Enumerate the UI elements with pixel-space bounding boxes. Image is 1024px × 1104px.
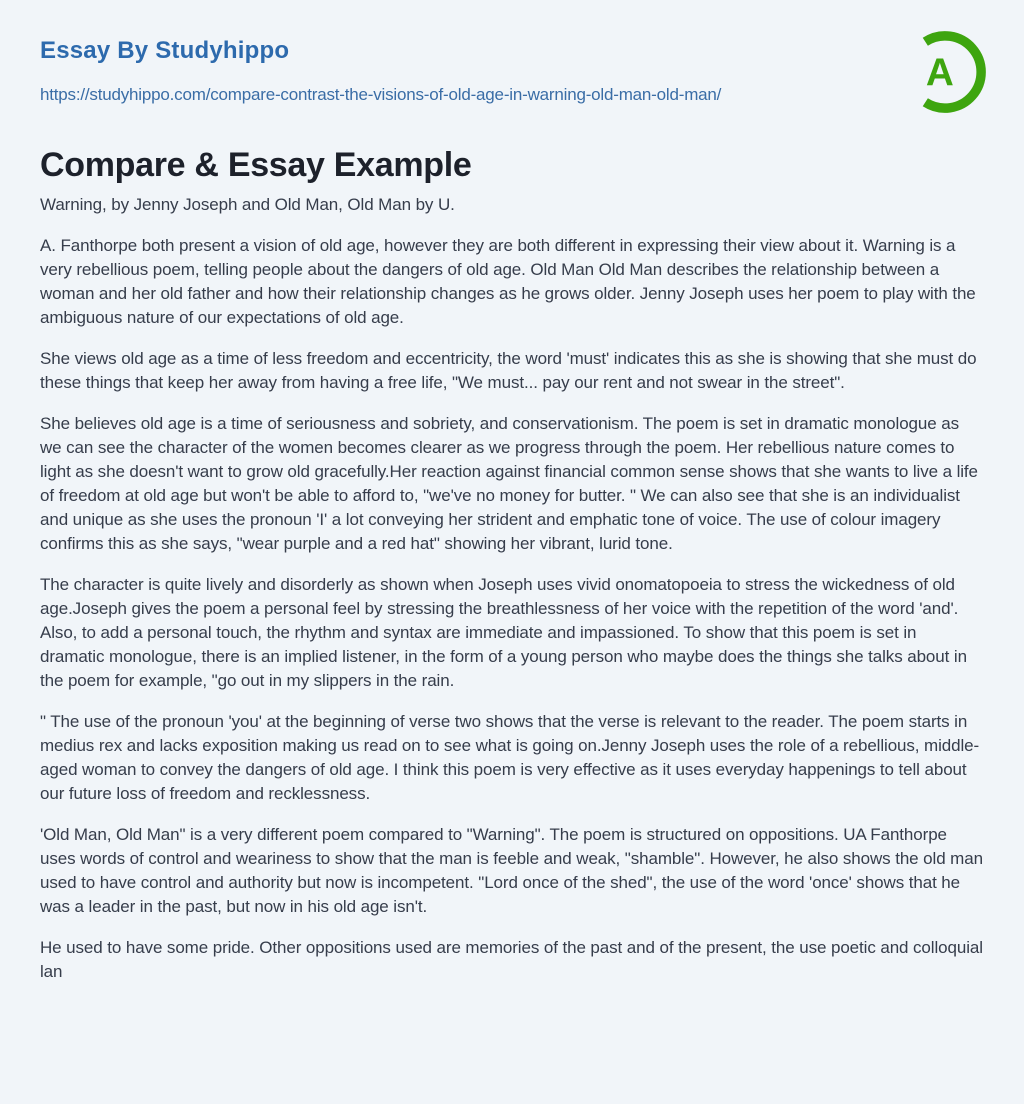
studyhippo-logo-icon <box>902 28 988 116</box>
essay-content <box>40 144 984 984</box>
site-title: Essay By Studyhippo <box>40 37 290 64</box>
source-url-link[interactable]: https://studyhippo.com/compare-contrast-the-visions-of-old-age-in-warning-old-man-old-man/ <box>40 85 722 104</box>
essay-paragraph-6: 'Old Man, Old Man" is a very different poem compared to "Warning". The poem is structured on oppositions. UA Fanthorpe uses words of control and weariness to show that the man is feeble and weak, "shamble". However, he also shows the old man used to have control and authority but now is incompetent. "Lord once of the shed", the use of the word 'once' shows that he was a leader in the past, but now in his old age isn't. <box>40 825 983 916</box>
essay-paragraph-1: A. Fanthorpe both present a vision of old age, however they are both different in expressing their view about it. Warning is a very rebellious poem, telling people about the dangers of old age. Old Man Old Man describes the relationship between a woman and her old father and how their relationship changes as he grows older. Jenny Joseph uses her poem to play with the ambiguous nature of our expectations of old age. <box>40 236 976 327</box>
page-header <box>40 36 984 108</box>
essay-paragraph-4: The character is quite lively and disorderly as shown when Joseph uses vivid onomatopoeia to stress the wickedness of old age.Joseph gives the poem a personal feel by stressing the breathlessness of her voice with the repetition of the word 'and'. Also, to add a personal touch, the rhythm and syntax are immediate and impassioned. To show that this poem is set in dramatic monologue, there is an implied listener, in the form of a young person who maybe does the things she talks about in the poem for example, "go out in my slippers in the rain. <box>40 575 967 690</box>
logo-letter: A <box>925 51 954 95</box>
essay-paragraph-5: " The use of the pronoun 'you' at the beginning of verse two shows that the verse is relevant to the reader. The poem starts in medius rex and lacks exposition making us read on to see what is going on.Jenny Joseph uses the role of a rebellious, middle-aged woman to convey the dangers of old age. I think this poem is very effective as it uses everyday happenings to tell about our future loss of freedom and recklessness. <box>40 712 980 803</box>
essay-paragraph-2: She views old age as a time of less freedom and eccentricity, the word 'must' indicates this as she is showing that she must do these things that keep her away from having a free life, "We must... pay our rent and not swear in the street". <box>40 349 977 392</box>
essay-title: Compare & Essay Example <box>40 146 472 184</box>
essay-subtitle: Warning, by Jenny Joseph and Old Man, Old Man by U. <box>40 195 455 214</box>
essay-paragraph-3: She believes old age is a time of seriousness and sobriety, and conservationism. The poem is set in dramatic monologue as we can see the character of the women becomes clearer as we progress through the poem. Her rebellious nature comes to light as she doesn't want to grow old gracefully.Her reaction against financial common sense shows that she wants to live a life of freedom at old age but won't be able to afford to, "we've no money for butter. " We can also see that she is an individualist and unique as she uses the pronoun 'I' a lot conveying her strident and emphatic tone of voice. The use of colour imagery confirms this as she says, "wear purple and a red hat" showing her vibrant, lurid tone. <box>40 414 978 553</box>
essay-paragraph-7: He used to have some pride. Other oppositions used are memories of the past and of the present, the use poetic and colloquial lan <box>40 938 983 981</box>
